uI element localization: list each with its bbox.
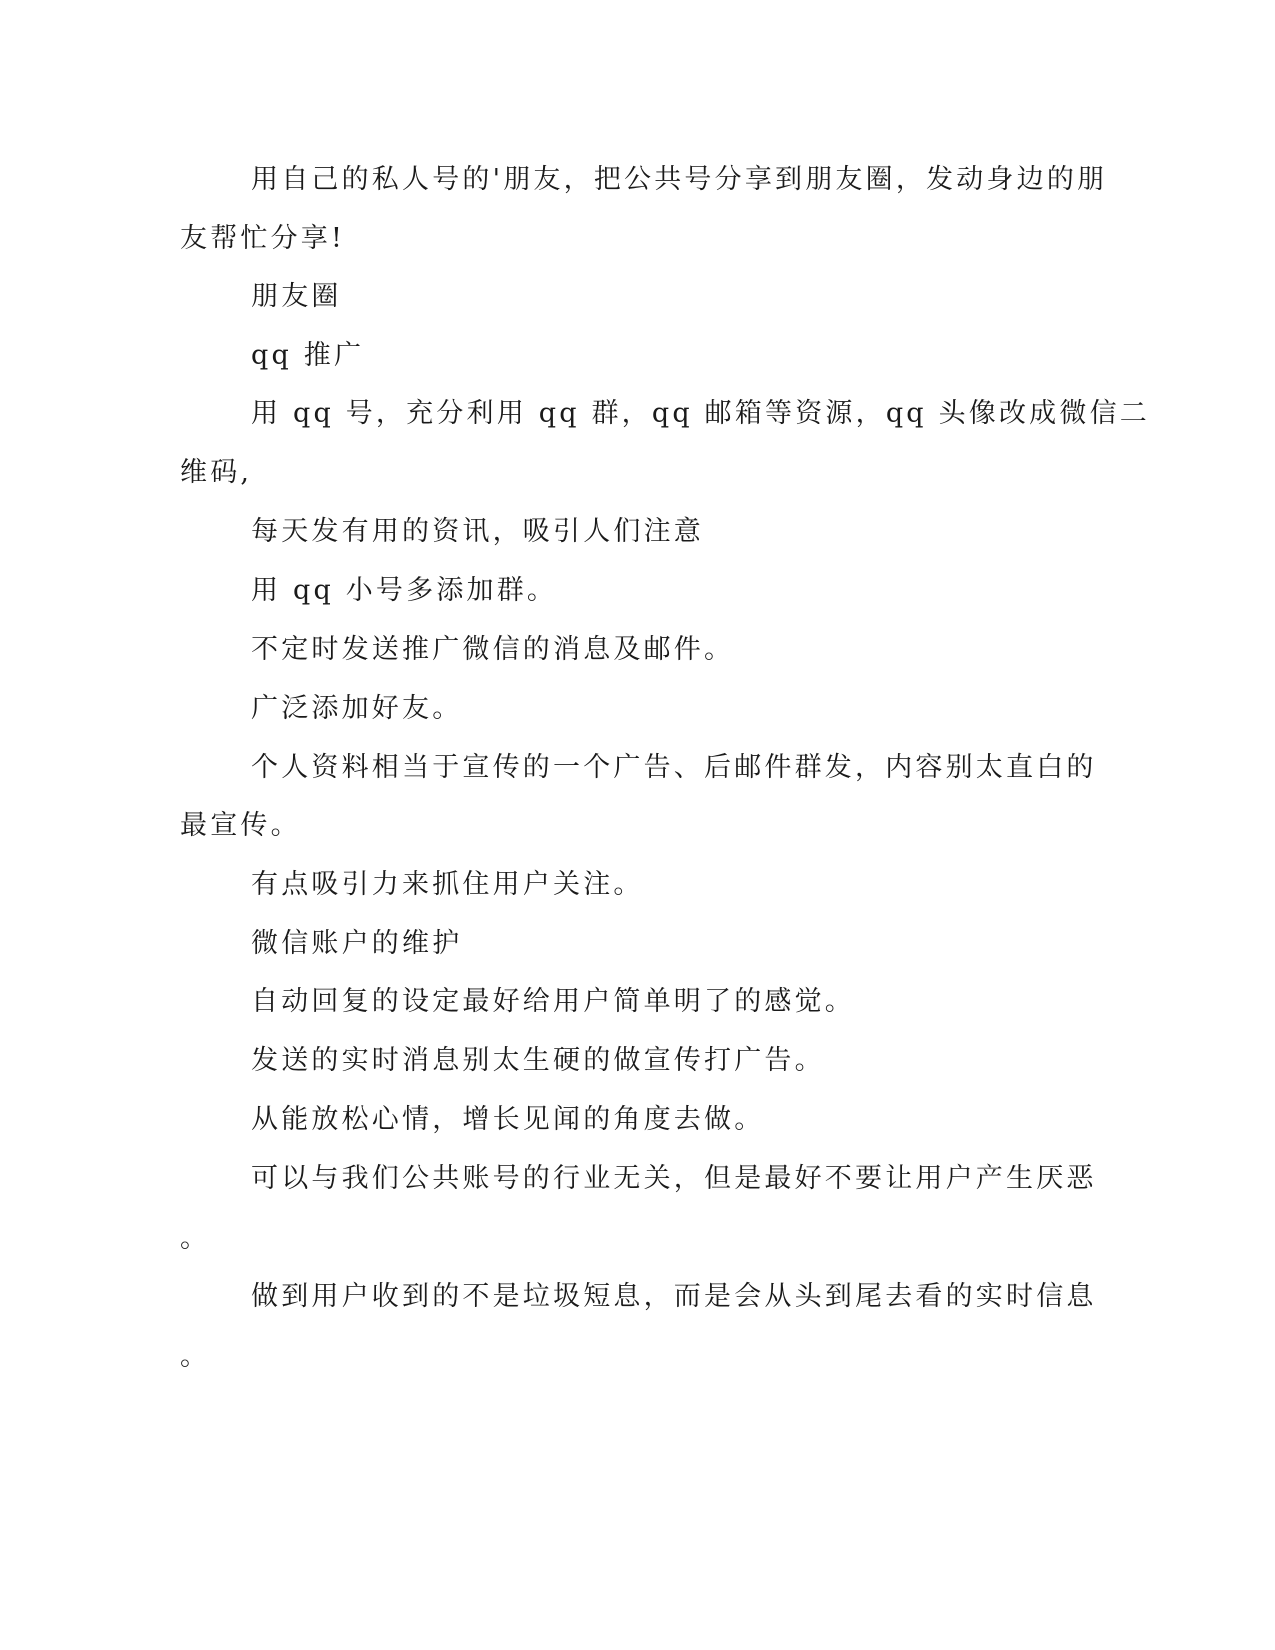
paragraph-line: qq 推广 xyxy=(251,340,365,371)
paragraph-line: 广泛添加好友。 xyxy=(251,693,463,724)
paragraph-line: 个人资料相当于宣传的一个广告、后邮件群发，内容别太直白的 xyxy=(251,752,1097,783)
paragraph-line: 。 xyxy=(180,1341,211,1372)
paragraph-line: 用 qq 号，充分利用 qq 群，qq 邮箱等资源，qq 头像改成微信二 xyxy=(251,398,1150,429)
paragraph-line: 维码, xyxy=(180,457,253,488)
paragraph-line: 每天发有用的资讯，吸引人们注意 xyxy=(251,516,704,547)
paragraph-line: 发送的实时消息别太生硬的做宣传打广告。 xyxy=(251,1045,825,1076)
paragraph-line: 用 qq 小号多添加群。 xyxy=(251,575,558,606)
paragraph-line: 。 xyxy=(180,1223,211,1254)
paragraph-line: 微信账户的维护 xyxy=(251,928,463,959)
paragraph-line: 朋友圈 xyxy=(251,281,342,312)
paragraph-line: 可以与我们公共账号的行业无关，但是最好不要让用户产生厌恶 xyxy=(251,1163,1097,1194)
paragraph-line: 做到用户收到的不是垃圾短息，而是会从头到尾去看的实时信息 xyxy=(251,1281,1097,1312)
paragraph-line: 有点吸引力来抓住用户关注。 xyxy=(251,869,644,900)
paragraph-line: 用自己的私人号的'朋友，把公共号分享到朋友圈，发动身边的朋 xyxy=(251,164,1108,195)
paragraph-line: 最宣传。 xyxy=(180,810,301,841)
paragraph-line: 从能放松心情，增长见闻的角度去做。 xyxy=(251,1104,765,1135)
paragraph-line: 友帮忙分享! xyxy=(180,223,346,254)
paragraph-line: 自动回复的设定最好给用户简单明了的感觉。 xyxy=(251,986,855,1017)
paragraph-line: 不定时发送推广微信的消息及邮件。 xyxy=(251,634,735,665)
